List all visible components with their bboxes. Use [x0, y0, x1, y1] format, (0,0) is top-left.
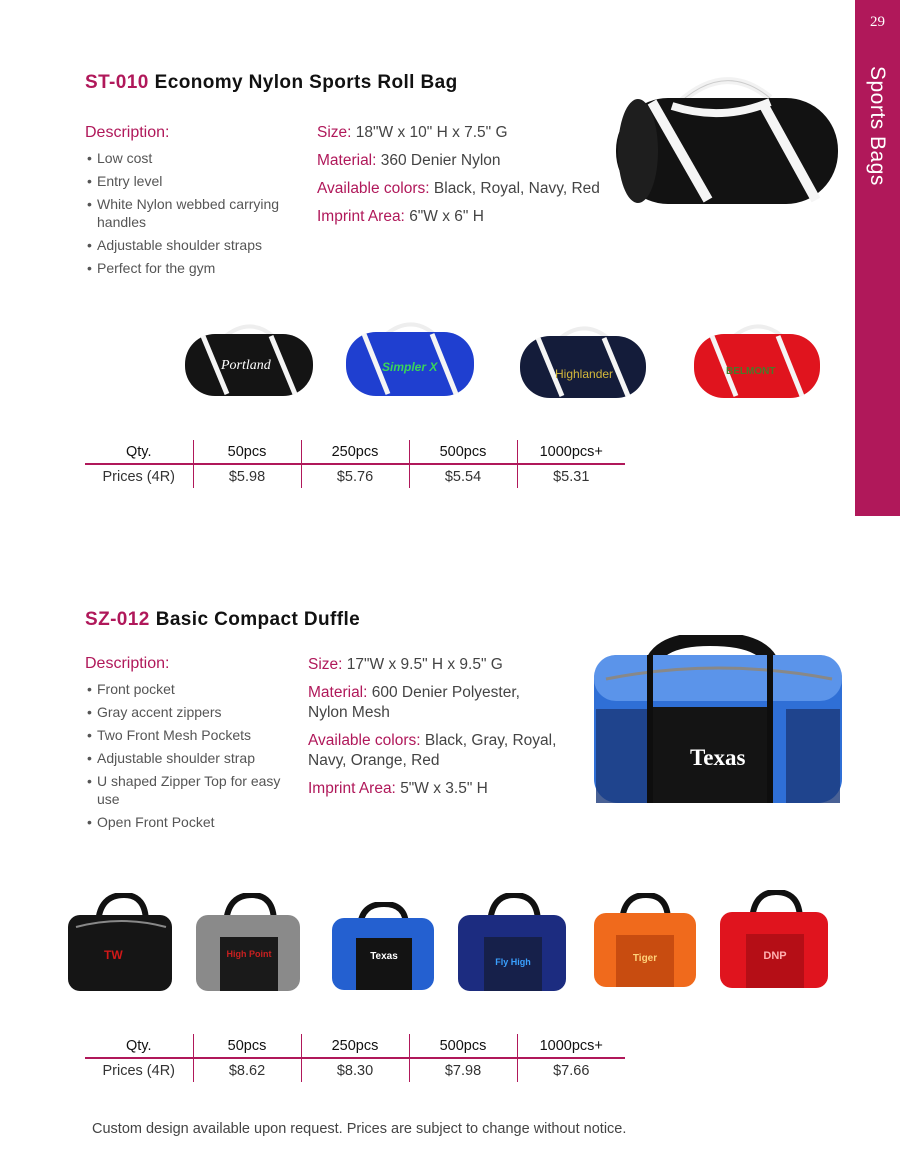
- color-variant-orange: [592, 893, 698, 994]
- imprint-text: Simpler X: [382, 360, 438, 374]
- spec-imprint: Imprint Area: 5"W x 3.5" H: [308, 780, 488, 797]
- feature-list: [87, 680, 287, 836]
- duffle-bag-image: [66, 893, 176, 993]
- duffle-bag-image: [330, 902, 436, 992]
- price-cell: $8.30: [301, 1058, 409, 1082]
- color-variant-royal: [344, 318, 476, 403]
- spec-material: Material: 360 Denier Nylon: [317, 152, 501, 169]
- qty-cell: 250pcs: [301, 440, 409, 464]
- spec-size: Size: 18"W x 10" H x 7.5" G: [317, 124, 508, 141]
- spec-list: [308, 655, 563, 807]
- spec-imprint: Imprint Area: 6"W x 6" H: [317, 208, 484, 225]
- imprint-text: Texas: [370, 951, 398, 962]
- product-code: SZ-012: [85, 609, 150, 630]
- description-heading: Description:: [85, 655, 170, 672]
- footnote: Custom design available upon request. Prices are subject to change without notice.: [92, 1121, 627, 1137]
- quantity-row: [85, 440, 625, 464]
- price-row: [85, 464, 625, 488]
- feature-item: • Adjustable shoulder straps: [87, 236, 302, 254]
- feature-item: • Two Front Mesh Pockets: [87, 726, 287, 744]
- price-cell: $5.98: [193, 464, 301, 488]
- qty-cell: 500pcs: [409, 440, 517, 464]
- price-row: [85, 1058, 625, 1082]
- color-variant-royal: [330, 902, 436, 997]
- roll-bag-image: [692, 320, 822, 400]
- spec-list: [317, 123, 607, 235]
- color-variant-black: [183, 320, 315, 403]
- feature-item: • U shaped Zipper Top for easy use: [87, 772, 287, 808]
- quantity-row: [85, 1034, 625, 1058]
- price-label: Prices (4R): [102, 1062, 175, 1079]
- imprint-text: Texas: [690, 745, 746, 770]
- feature-item: • Entry level: [87, 172, 302, 190]
- price-table: [85, 440, 625, 488]
- duffle-bag-image: [718, 890, 830, 990]
- qty-label: Qty.: [85, 440, 193, 464]
- price-table: [85, 1034, 625, 1082]
- product-name: Economy Nylon Sports Roll Bag: [154, 72, 458, 93]
- product-title: [85, 72, 458, 94]
- spec-colors: Available colors: Black, Gray, Royal, Navy, Orange, Red: [308, 732, 557, 769]
- feature-list: [87, 149, 302, 282]
- imprint-text: BELMONT: [726, 366, 776, 377]
- imprint-text: High Point: [226, 949, 272, 959]
- imprint-text: Tiger: [632, 953, 658, 964]
- product-name: Basic Compact Duffle: [155, 609, 361, 630]
- section-title: Sports Bags: [866, 66, 889, 186]
- feature-item: • Low cost: [87, 149, 302, 167]
- product-code: ST-010: [85, 72, 149, 93]
- duffle-bag-image: [590, 635, 846, 807]
- color-variant-navy: [456, 893, 568, 998]
- page-number: 29: [870, 14, 885, 30]
- color-variant-black: [66, 893, 176, 998]
- product-photo: [590, 635, 846, 807]
- section-tab: [855, 0, 900, 516]
- feature-item: • Open Front Pocket: [87, 813, 287, 831]
- product-photo: [612, 62, 844, 210]
- imprint-text: Highlander: [555, 367, 614, 381]
- feature-item: • White Nylon webbed carrying handles: [87, 195, 302, 231]
- duffle-bag-image: [456, 893, 568, 993]
- spec-size: Size: 17"W x 9.5" H x 9.5" G: [308, 656, 503, 673]
- qty-label: Qty.: [85, 1034, 193, 1058]
- qty-cell: 50pcs: [193, 440, 301, 464]
- roll-bag-image: [344, 318, 476, 398]
- qty-cell: 1000pcs+: [517, 1034, 625, 1058]
- color-variant-navy: [518, 322, 648, 405]
- price-cell: $5.54: [409, 464, 517, 488]
- qty-cell: 500pcs: [409, 1034, 517, 1058]
- feature-item: • Adjustable shoulder strap: [87, 749, 287, 767]
- qty-cell: 50pcs: [193, 1034, 301, 1058]
- price-cell: $8.62: [193, 1058, 301, 1082]
- price-cell: $7.98: [409, 1058, 517, 1082]
- color-variant-gray: [194, 893, 304, 998]
- price-cell: $7.66: [517, 1058, 625, 1082]
- product-title: [85, 609, 360, 631]
- price-cell: $5.76: [301, 464, 409, 488]
- color-variant-red: [692, 320, 822, 405]
- spec-material: Material: 600 Denier Polyester, Nylon Mesh: [308, 684, 520, 721]
- color-variant-red: [718, 890, 830, 995]
- spec-colors: Available colors: Black, Royal, Navy, Red: [317, 180, 600, 197]
- imprint-text: Portland: [221, 358, 271, 373]
- imprint-text: TW: [104, 948, 123, 962]
- feature-item: • Front pocket: [87, 680, 287, 698]
- imprint-text: DNP: [763, 950, 787, 962]
- duffle-bag-image: [592, 893, 698, 989]
- price-cell: $5.31: [517, 464, 625, 488]
- feature-item: • Perfect for the gym: [87, 259, 302, 277]
- duffle-bag-image: [194, 893, 304, 993]
- price-label: Prices (4R): [102, 468, 175, 485]
- roll-bag-image: [518, 322, 648, 400]
- qty-cell: 250pcs: [301, 1034, 409, 1058]
- imprint-text: Fly High: [495, 957, 531, 967]
- qty-cell: 1000pcs+: [517, 440, 625, 464]
- description-heading: Description:: [85, 124, 170, 141]
- feature-item: • Gray accent zippers: [87, 703, 287, 721]
